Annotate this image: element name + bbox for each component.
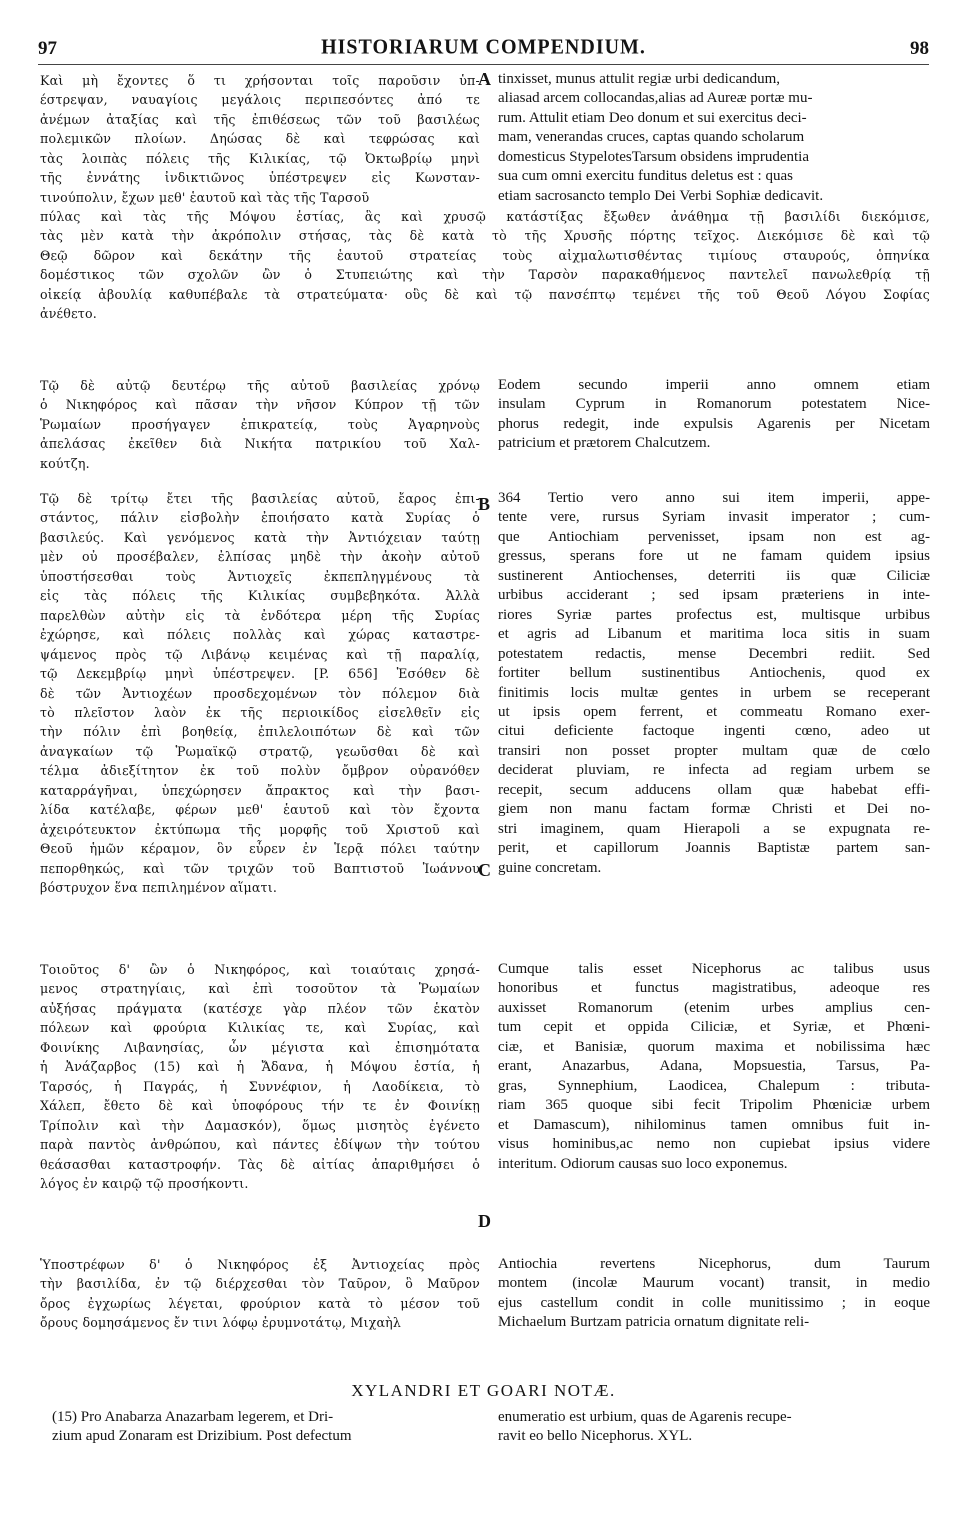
latin-text-line: Eodem secundo imperii anno omnem etiam [498,377,930,393]
greek-text-line: τῷ Δεκεμβρίῳ μηνὶ ὑπέστρεψεν. [P. 656] Ἐσόθεν δὲ [40,666,480,682]
latin-text-line: citui deficiente factoque ingenti cœno, adeo ut [498,723,930,740]
greek-text-line: θεάσασθαι καταστροφήν. Τὰς δὲ αἰτίας ἀπαριθμήσει ὁ [40,1156,480,1172]
latin-text-line: ejus castellum condit in colle munitissimo ; in eoque [498,1294,930,1311]
greek-text-line: Χάλεπ, ἔθετο δὲ καὶ ὑποφόρους τήν τε ἐν Φοινίκῃ [40,1098,480,1114]
latin-text-line: gressus, sperans fore ut ne famam quidem ipsius [498,548,930,565]
greek-text-line: τὰς μὲν κατὰ τὴν ἀκρόπολιν στήσας, τὰς δὲ κατὰ τὸ τῆς Χρυσῆς πόρτης τεῖχος. Διεκόμισε δὲ καὶ τῷ [40,228,930,244]
greek-text-line: πολεμικῶν πλοίων. Δηώσας δὲ καὶ τεφρώσας καὶ [40,131,480,147]
greek-text-line: Τῷ δὲ αὐτῷ δευτέρῳ τῆς αὐτοῦ βασιλείας χρόνῳ [40,378,480,393]
latin-text-line: finitimis locis multæ gentes in urbem se receperant [498,684,930,701]
latin-text-line: mam, venerandas cruces, captas quando scholarum [498,129,805,146]
latin-text-line: stri imaginem, quam Hierapoli a se expugnata re- [498,820,930,837]
latin-text-line: honoribus et functus magistratibus, adeoque res [498,980,930,997]
latin-text-line: interitum. Odiorum causas suo loco exponemus. [498,1155,788,1172]
greek-text-line: τὰς λοιπὰς πόλεις τῆς Κιλικίας, τῷ Ὀκτωβρίῳ μηνὶ [40,150,480,166]
note-line: enumeratio est urbium, quas de Agarenis recupe- [498,1409,792,1425]
latin-text-line: 364 Tertio vero anno sui item imperii, appe- [498,490,930,506]
latin-text-line: recepit, secum adducens ollam quæ habebat effi- [498,781,930,798]
latin-text-line: visus hominibus,ac nemo non cupiebat ipsius videre [498,1136,930,1153]
latin-text-line: etiam sacrosancto templo Dei Verbi Sophiæ dedicavit. [498,187,824,204]
greek-text-line: εἰς τὰς πόλεις τῆς Κιλικίας συμβεβηκότα. Ἀλλὰ [40,588,480,604]
greek-text-line: ὄρος ἐγχωρίως λέγεται, φρούριον κατὰ τὸ μέσον τοῦ [40,1295,480,1311]
latin-text-line: deciderat pluviam, re infecta ad regiam urbem se [498,762,930,779]
greek-text-line: Φοινίκης Λιβανησίας, ὧν μέγιστα καὶ ἐπισημότατα [40,1039,480,1055]
greek-text-line: λίδα κατέλαβε, φέρων μεθ' ἑαυτοῦ καὶ τὸν ἔχοντα [40,802,480,818]
greek-text-line: ἀνέμων ἀταξίας καὶ τῆς ἐπιθέσεως τῶν τοῦ βασιλέως [40,111,480,127]
greek-text-line: Ταρσός, ἡ Παγράς, ἡ Συννέφιον, ἡ Λαοδίκεια, τὸ [40,1078,480,1094]
greek-text-line: έστρεψαν, ναυαγίοις μεγάλοις περιπεσόντες ἀπό τε [40,92,480,108]
margin-marker: D [478,1211,491,1231]
greek-text-line: ὁ Νικηφόρος καὶ πᾶσαν τὴν νῆσον Κύπρον τῇ τῶν [40,397,480,413]
greek-text-line: ὑποστήσεσθαι τοὺς Ἀντιοχεῖς ἐκπεπληγμένους τὰ [40,568,480,584]
greek-text-line: Τοιοῦτος δ' ὢν ὁ Νικηφόρος, καὶ τοιαύταις χρησά- [40,962,480,977]
latin-text-line: Cumque talis esset Nicephorus ac talibus usus [498,961,930,977]
latin-text-line: guine concretam. [498,859,602,876]
greek-text-line: βόστρυχον ἕνα πεπιλημένον αἵματι. [40,880,278,895]
latin-text-line: tinxisset, munus attulit regiæ urbi dedicandum, [498,71,781,87]
latin-text-line: et Damascum), nihilominus tamen omnibus fuit in- [498,1116,930,1133]
greek-text-line: παρελθὼν αὐτὴν εἰς τὰ ἐνδότερα μέρη τῆς Συρίας [40,607,480,623]
latin-text-line: phorus redegit, inde expulsis Agarenis per Nicetam [498,415,930,432]
latin-text-line: giem non manu factam formæ Christi et Dei no- [498,801,930,818]
notes-heading: XYLANDRI ET GOARI NOTÆ. [351,1381,616,1400]
greek-text-line: τὴν πόλιν ἐπὶ βοηθείᾳ, ἐπιλελοιπότων δὲ καὶ τῶν [40,724,480,740]
greek-text-line: παρὰ παντὸς ἀνθρώπου, καὶ πάντες ἐδίψων τὴν τούτου [40,1137,480,1153]
latin-text-line: que Antiochiam pervenisset, ipsam non est ag- [498,528,930,545]
latin-text-line: aliasad arcem collocandas,alias ad Aureæ portæ mu- [498,90,813,107]
greek-text-line: μενος στρατηγίαις, καὶ ἐπὶ τοσοῦτον τὰ Ῥωμαίων [40,981,480,997]
greek-text-line: μὲν οὐ προσέβαλεν, ἐλπίσας μηδὲ τὴν ἀκοὴν αὐτοῦ [40,549,480,565]
latin-text-line: rum. Attulit etiam Deo donum et sui exercitus deci- [498,109,807,126]
latin-text-line: gras, Synnephium, Laodicea, Chalepum : tributa- [498,1077,930,1094]
page-number-right: 98 [910,38,929,59]
latin-text-line: domesticus StypelotesTarsum obsidens imprudentia [498,148,809,165]
greek-text-line: δομέστικος τῶν σχολῶν ὢν ὁ Στυπειώτης καὶ τὴν Ταρσὸν παρακαθήμενος παντελεῖ πανωλεθρίᾳ τῇ [40,267,930,283]
latin-text-line: sua cum omni exercitu funditus deletus est : quas [498,168,793,185]
greek-text-line: Τρίπολιν καὶ τὴν Δαμασκόν), ὅμως μισητὸς ἐγένετο [40,1117,480,1133]
greek-text-line: ἀναγκαίων τῷ Ῥωμαϊκῷ στρατῷ, γεωῦσθαι δὲ καὶ [40,743,480,759]
greek-text-line: Ῥωμαίων προσήγαγεν ἐπικρατείᾳ, τοὺς Ἀγαρηνοὺς [40,416,480,432]
greek-text-line: ἀχειρότευκτον ἐκτύπωμα τῆς μορφῆς τοῦ Χριστοῦ καὶ [40,821,480,837]
latin-text-line: riores Syriæ partes profectus est, multisque urbibus [498,606,930,623]
greek-text-line: ὄρους δομησάμενος ἔν τινι λόφῳ ἐρυμνοτάτῳ, Μιχαὴλ [40,1315,402,1331]
margin-marker: B [478,494,491,514]
greek-text-line: Τῷ δὲ τρίτῳ ἔτει τῆς βασιλείας αὐτοῦ, ἔαρος ἐπι- [40,491,480,506]
latin-text-line: potestatem redactis, mense Decembri rediit. Sed [498,645,930,662]
latin-text-line: perit, et capillorum Joannis Baptistæ partem san- [498,840,930,857]
greek-text-line: ἀπελάσας ἐκεῖθεν διὰ Νικήτα πατρικίου τοῦ Χαλ- [40,436,480,452]
latin-text-line: ciæ, et Banisiæ, quorum maxima et nobilissima hæc [498,1038,930,1055]
latin-text-line: insulam Cyprum in Romanorum potestatem Nice- [498,396,930,413]
greek-text-line: ἐχώρησε, καὶ πόλεις πολλὰς καὶ χώρας καταστρε- [40,627,480,643]
greek-text-line: πεπορθηκώς, καὶ τῶν τριχῶν τοῦ Βαπτιστοῦ Ἰωάννου [40,860,480,876]
latin-text-line: montem (incolæ Maurum vocant) transit, in medio [498,1275,930,1292]
header-rule [38,64,929,65]
greek-text-line: Ὑποστρέφων δ' ὁ Νικηφόρος ἐξ Ἀντιοχείας πρὸς [40,1257,480,1272]
greek-text-line: τέλμα ἀδιεξίτητον ἐκ τοῦ πολὺν ὄμβρον οὐρανόθεν [40,763,480,779]
greek-text-line: οἰκείᾳ ἀβουλίᾳ καθυπέβαλε τὰ στρατεύματα· οὓς δὲ καὶ τῷ πανσέπτῳ τεμένει τῆς τοῦ Θεοῦ Λόγου Σοφίας [40,286,930,302]
running-title: HISTORIARUM COMPENDIUM. [321,35,646,59]
greek-text-line: ψάμενος πρὸς τῷ Λιβάνῳ κειμένας καὶ τῇ παραλίᾳ, [40,646,480,662]
latin-text-line: auxisset Romanorum (etenim urbes amplius cen- [498,999,930,1016]
greek-text-line: τὴν βασιλίδα, ἐν τῷ διέρχεσθαι τὸν Ταῦρον, ὃ Μαῦρον [40,1276,480,1292]
latin-text-line: erant, Anazarbus, Adana, Mopsuestia, Tarsus, Pa- [498,1058,930,1075]
greek-text-line: Θεῷ δῶρον καὶ δεκάτην τῆς ἑαυτοῦ στρατείας τοὺς αἰχμαλωτισθέντας τιμίους σταυρούς, ὁπηνίκα [40,247,930,263]
latin-text-line: transiri non posset propter multam quæ de cœlo [498,742,930,759]
greek-text-line: πόλεων καὶ φρούρια Κιλικίας τε, καὶ Συρίας, καὶ [40,1020,480,1036]
latin-text-line: fortiter bellum sustinentibus Antiochenis, quod ex [498,665,930,682]
greek-text-line: Καὶ μὴ ἔχοντες ὅ τι χρήσονται τοῖς παροῦσιν ὑπ- [40,73,480,88]
greek-text-line: πύλας καὶ τὰς τῆς Μόψου ἑστίας, ἃς καὶ χρυσῷ κατάστίξας ἔξωθεν ἀνάθημα τῇ βασιλίδι διεκόμισε, [40,209,930,224]
greek-text-line: ἡ Ἀνάζαρβος (15) καὶ ἡ Ἄδανα, ἡ Μόψου ἑστία, ἡ [40,1059,480,1075]
greek-text-line: στάντος, πάλιν εἰσβολὴν ἐποιήσατο κατὰ Συρίας ὁ [40,510,480,526]
page-number-left: 97 [38,38,57,59]
greek-text-line: αὐξήσας πράγματα (κατέσχε γὰρ πλέον τῶν ἑκατὸν [40,1000,480,1016]
latin-text-line: urbibus acciderant ; sed ipsam præteriens in inte- [498,587,930,604]
greek-text-line: ἀνέθετο. [40,306,97,322]
greek-text-line: καταρράγῆναι, ὑπεχώρησεν ἄπρακτος καὶ τὴν βασι- [40,782,480,798]
latin-text-line: Antiochia revertens Nicephorus, dum Taurum [498,1256,930,1272]
greek-text-line: Θεοῦ ἡμῶν κέραμον, ὃν εὗρεν ἐν Ἱερᾷ πόλει ταύτην [40,841,480,857]
note-line: zium apud Zonaram est Drizibium. Post defectum [52,1428,352,1444]
latin-text-line: sustinerent Antiochenses, deterriti iis quæ Ciliciæ [498,567,930,584]
greek-text-line: λόγος ἐν καιρῷ τῷ προσήκοντι. [40,1175,249,1191]
greek-text-line: τινούπολιν, ἔχων μεθ' ἑαυτοῦ καὶ τὰς τῆς Ταρσοῦ [40,189,370,205]
greek-text-line: τῆς ἐννάτης ἰνδικτιῶνος ὑπέστρεψεν εἰς Κωνσταν- [40,170,480,186]
latin-text-line: Michaelum Burtzam patricia ornatum dignitate reli- [498,1314,810,1331]
margin-marker: C [478,860,491,880]
note-line: ravit eo bello Nicephorus. XYL. [498,1428,693,1444]
greek-text-line: βασιλεύς. Καὶ γενόμενος κατὰ τὴν Ἀντιόχειαν ταύτῃ [40,529,480,545]
greek-text-line: τὸ πλεῖστον λαὸν ἐκ τῆς περιοικίδος εἰσελθεῖν εἰς [40,704,480,720]
margin-marker: A [478,69,491,89]
latin-text-line: patricium et prætorem Chalcutzem. [498,435,711,452]
latin-text-line: tum cepit et oppida Ciliciæ, et Syriæ, et Phœni- [498,1019,930,1036]
latin-text-line: tente vere, rursus Syriam invasit imperator ; cum- [498,509,930,526]
note-line: (15) Pro Anabarza Anazarbam legerem, et Dri- [52,1409,334,1425]
latin-text-line: et agris ad Libanum et maritima loca sitis in suam [498,626,930,643]
latin-text-line: ut ipsis opem ferrent, et commeatu Romano exer- [498,703,930,720]
greek-text-line: κούτζη. [40,455,90,471]
latin-text-line: riam 365 quoque sibi fecit Tripolim Phœniciæ urbem [498,1097,930,1114]
greek-text-line: δὲ τῶν Ἀντιοχέων προσδεχομένων τὸν πόλεμον διὰ [40,685,480,701]
